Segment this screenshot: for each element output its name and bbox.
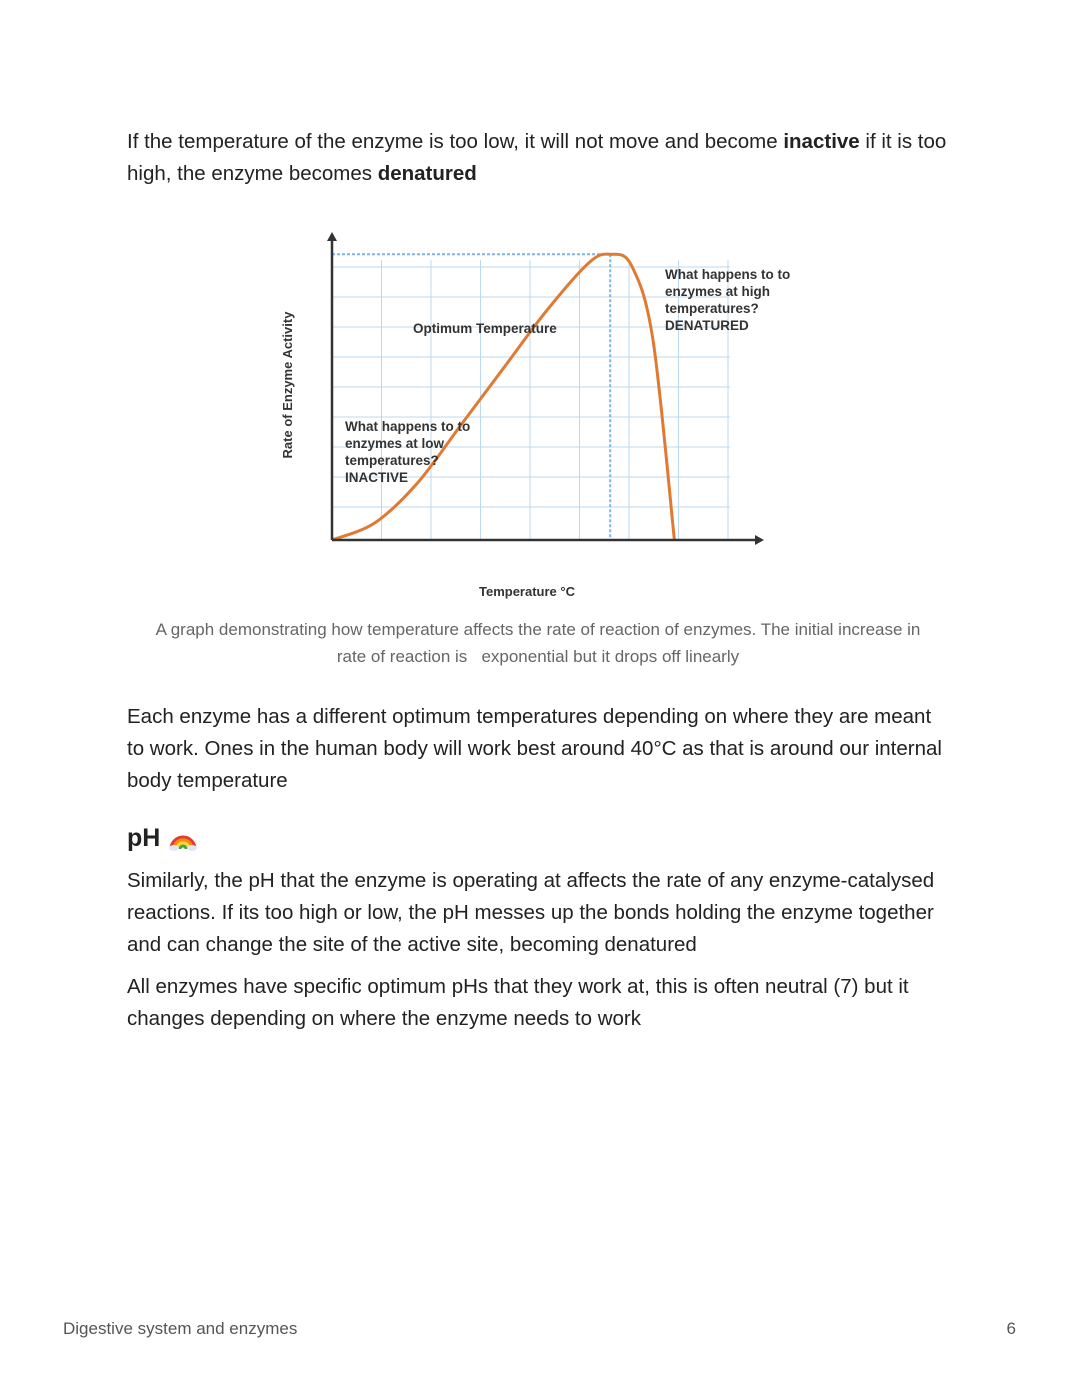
ph-heading-text: pH	[127, 824, 161, 852]
low-annotation-line-1: What happens to to	[345, 419, 471, 434]
low-temp-annotation	[345, 419, 470, 485]
ph-section-heading	[127, 821, 198, 855]
ph-paragraph-2: All enzymes have specific optimum pHs that they work at, this is often neutral (7) but it changes depending on where the enzyme needs to work	[127, 975, 909, 1030]
optimum-label: Optimum Temperature	[413, 321, 557, 336]
inactive-term: inactive	[783, 130, 860, 153]
low-annotation-line-4: INACTIVE	[345, 470, 409, 485]
y-axis-label: Rate of Enzyme Activity	[280, 311, 295, 459]
x-axis-arrow	[755, 535, 764, 545]
denatured-term: denatured	[377, 162, 477, 185]
chart-caption	[118, 616, 958, 670]
low-annotation-line-3: temperatures?	[345, 453, 439, 468]
temperature-enzyme-chart	[270, 220, 810, 610]
x-axis-label: Temperature °C	[479, 584, 575, 599]
footer-document-title: Digestive system and enzymes	[63, 1319, 298, 1338]
intro-paragraph	[127, 126, 947, 190]
high-annotation-line-2: enzymes at high	[665, 284, 771, 299]
low-annotation-line-2: enzymes at low	[345, 436, 445, 451]
rainbow-icon	[168, 825, 198, 851]
page-number: 6	[1006, 1319, 1016, 1338]
intro-text-2: if it is too high, the enzyme becomes	[127, 130, 947, 185]
high-annotation-line-4: DENATURED	[665, 318, 749, 333]
ph-paragraph-1: Similarly, the pH that the enzyme is operating at affects the rate of any enzyme-catalysed reactions. If its too high or low, the pH messes up the bonds holding the enzyme together and can change the site of the active site, becoming denatured	[127, 869, 935, 956]
intro-text-1: If the temperature of the enzyme is too low, it will not move and become	[127, 130, 784, 153]
high-annotation-line-3: temperatures?	[665, 301, 759, 316]
high-annotation-line-1: What happens to to	[665, 267, 791, 282]
optimum-temperature-paragraph: Each enzyme has a different optimum temperatures depending on where they are meant to work. Ones in the human body will work best around 40°C as that is around our internal body temperature	[127, 705, 942, 792]
y-axis-arrow	[327, 232, 337, 241]
caption-line-2: rate of reaction is exponential but it drops off linearly	[336, 647, 740, 666]
caption-line-1: A graph demonstrating how temperature affects the rate of reaction of enzymes. The initial increase in	[155, 620, 921, 639]
